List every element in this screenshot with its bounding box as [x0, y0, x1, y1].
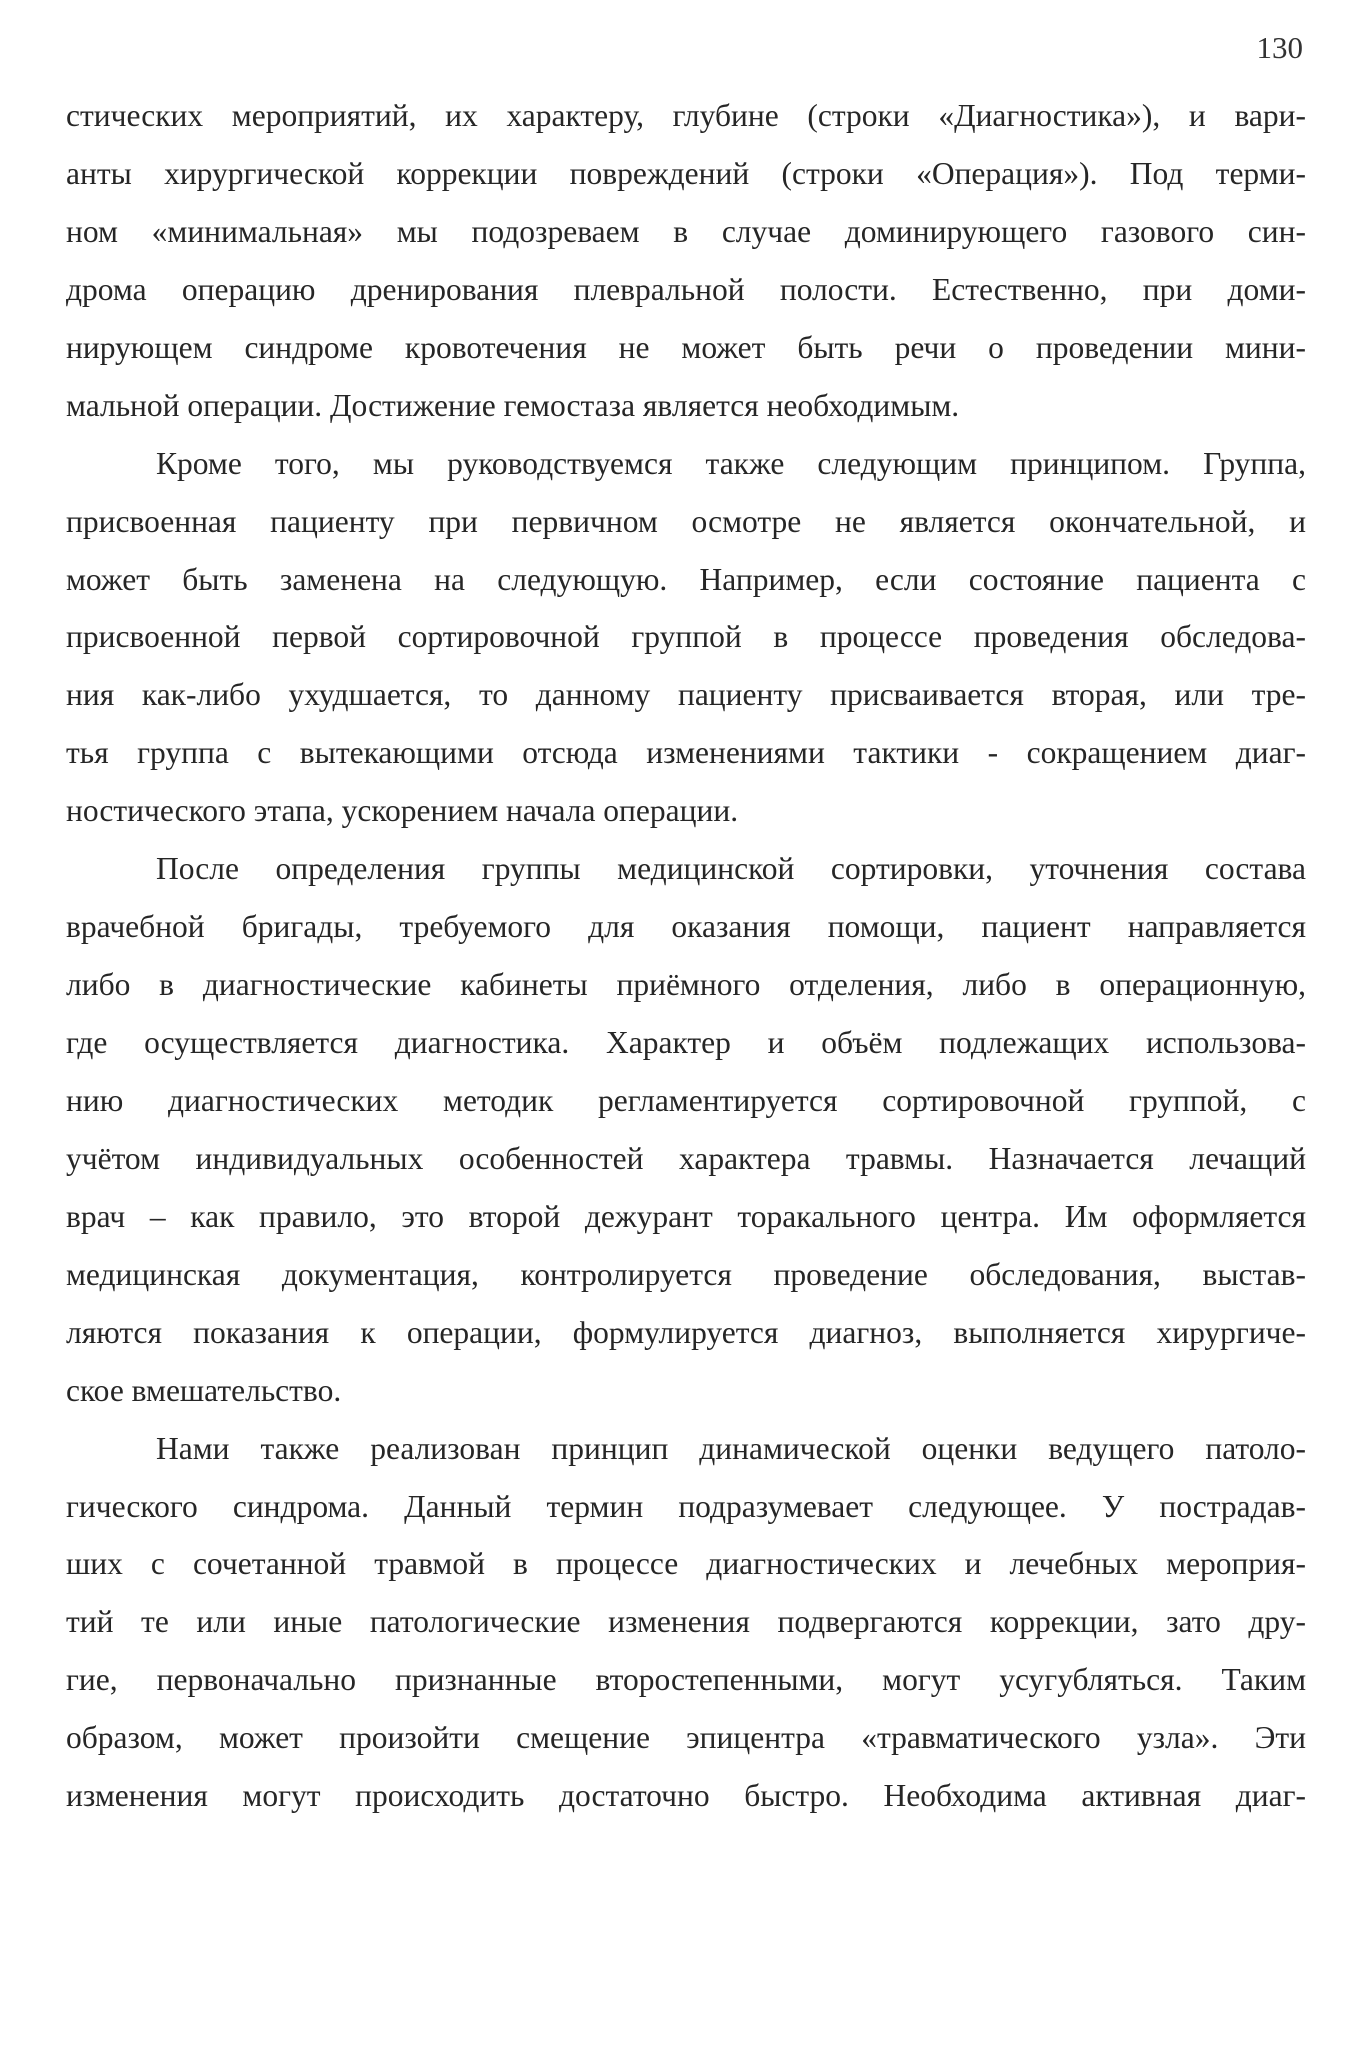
text-line: стических мероприятий, их характеру, глубине (строки «Диагностика»), и вари-: [66, 98, 1306, 133]
text-line: образом, может произойти смещение эпицентра «травматического узла». Эти: [66, 1720, 1306, 1756]
text-line: врач – как правило, это второй дежурант торакального центра. Им оформляется: [66, 1198, 1306, 1234]
text-line: нирующем синдроме кровотечения не может быть речи о проведении мини-: [66, 329, 1306, 365]
text-line: ляются показания к операции, формулируется диагноз, выполняется хирургиче-: [66, 1314, 1306, 1350]
text-line: изменения могут происходить достаточно быстро. Необходима активная диаг-: [66, 1778, 1306, 1814]
text-line: присвоенной первой сортировочной группой в процессе проведения обследова-: [66, 619, 1306, 655]
text-line: врачебной бригады, требуемого для оказания помощи, пациент направляется: [66, 909, 1306, 945]
text-line: Нами также реализован принцип динамической оценки ведущего патоло-: [156, 1430, 1306, 1466]
page-number: 130: [1256, 30, 1303, 65]
text-line: анты хирургической коррекции повреждений (строки «Операция»). Под терми-: [66, 155, 1306, 191]
text-line: ское вмешательство.: [66, 1372, 342, 1408]
text-line: присвоенная пациенту при первичном осмотре не является окончательной, и: [66, 503, 1306, 539]
text-line: После определения группы медицинской сортировки, уточнения состава: [156, 851, 1306, 887]
text-line: может быть заменена на следующую. Например, если состояние пациента с: [66, 561, 1306, 597]
text-line: медицинская документация, контролируется проведение обследования, выстав-: [66, 1256, 1306, 1292]
text-line: Кроме того, мы руководствуемся также следующим принципом. Группа,: [156, 445, 1306, 481]
text-line: ностического этапа, ускорением начала операции.: [66, 793, 739, 829]
text-line: гие, первоначально признанные второстепенными, могут усугубляться. Таким: [66, 1662, 1306, 1698]
text-line: ших с сочетанной травмой в процессе диагностических и лечебных мероприя-: [66, 1546, 1306, 1582]
text-line: тья группа с вытекающими отсюда изменениями тактики - сокращением диаг-: [66, 735, 1306, 771]
text-line: дрома операцию дренирования плевральной полости. Естественно, при доми-: [66, 271, 1306, 307]
text-line: гического синдрома. Данный термин подразумевает следующее. У пострадав-: [66, 1488, 1306, 1524]
text-line: ном «минимальная» мы подозреваем в случае доминирующего газового син-: [66, 213, 1306, 249]
body-text: [66, 87, 1306, 1825]
text-line: ния как-либо ухудшается, то данному пациенту присваивается вторая, или тре-: [66, 677, 1306, 713]
text-line: где осуществляется диагностика. Характер и объём подлежащих использова-: [66, 1025, 1306, 1060]
text-line: учётом индивидуальных особенностей характера травмы. Назначается лечащий: [66, 1140, 1306, 1176]
text-line: либо в диагностические кабинеты приёмного отделения, либо в операционную,: [66, 967, 1306, 1003]
text-line: тий те или иные патологические изменения подвергаются коррекции, зато дру-: [66, 1604, 1306, 1640]
text-line: мальной операции. Достижение гемостаза является необходимым.: [66, 387, 960, 423]
text-line: нию диагностических методик регламентируется сортировочной группой, с: [66, 1082, 1306, 1118]
